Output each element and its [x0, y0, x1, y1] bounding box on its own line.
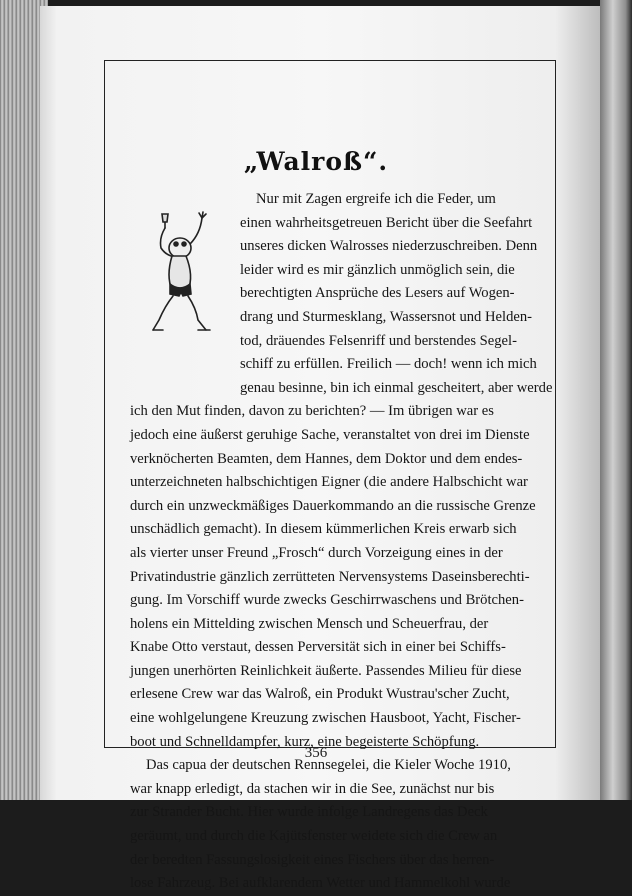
text-line: durch ein unzweckmäßiges Dauerkommando an die russische Grenze	[130, 497, 536, 514]
book-right-edge	[600, 0, 632, 800]
text-line: jedoch eine äußerst geruhige Sache, veranstaltet von drei im Dienste	[130, 426, 530, 443]
text-line: Nur mit Zagen ergreife ich die Feder, um	[256, 191, 496, 207]
text-line: leider wird es mir gänzlich unmöglich sein, die	[240, 261, 515, 278]
text-line: Privatindustrie gänzlich zerrütteten Nervensystems Daseinsberechti-	[130, 568, 530, 585]
text-line: unseres dicken Walrosses niederzuschreiben. Denn	[240, 238, 538, 255]
text-line: holens ein Mittelding zwischen Mensch und Scheuerfrau, der	[130, 615, 489, 632]
text-line: lose Fahrzeug. Bei aufklarendem Wetter und Hammelkohl wurde	[130, 875, 511, 892]
text-line: ich den Mut finden, davon zu berichten? — Im übrigen war es	[130, 403, 494, 420]
text-line: tod, dräuendes Felsenriff und berstendes Segel-	[240, 332, 517, 349]
text-line: unschädlich gemacht). In diesem kümmerlichen Kreis erwarb sich	[130, 521, 517, 538]
text-line: war knapp erledigt, da stachen wir in die See, zunächst nur bis	[130, 780, 495, 797]
text-line: schiff zu erfüllen. Freilich — doch! wenn ich mich	[240, 356, 537, 373]
text-line: zur Strander Bucht. Hier wurde infolge Landregens das Deck	[130, 804, 488, 821]
body-text	[130, 188, 553, 896]
text-line: geräumt, und durch die Kajütsfenster weidete sich die Crew an	[130, 828, 498, 845]
text-line: drang und Sturmesklang, Wassersnot und Helden-	[240, 308, 533, 325]
text-line: Das capua der deutschen Rennsegelei, die Kieler Woche 1910,	[146, 757, 511, 774]
text-line: als vierter unser Freund „Frosch“ durch Vorzeigung eines in der	[130, 544, 503, 561]
page-number: 356	[304, 745, 328, 761]
text-line: einen wahrheitsgetreuen Bericht über die Seefahrt	[240, 214, 533, 231]
text-line: boot und Schnelldampfer, kurz, eine begeisterte Schöpfung.	[130, 733, 480, 750]
text-line: gung. Im Vorschiff wurde zwecks Geschirrwaschens und Brötchen-	[130, 592, 524, 609]
text-line: erlesene Crew war das Walroß, ein Produkt Wustrau'scher Zucht,	[130, 686, 510, 703]
text-line: verknöcherten Beamten, dem Hannes, dem Doktor und dem endes-	[130, 450, 523, 467]
text-line: der beredten Fassungslosigkeit eines Fischers über das herren-	[130, 851, 495, 868]
text-line: eine wohlgelungene Kreuzung zwischen Hausboot, Yacht, Fischer-	[130, 710, 521, 727]
text-line: Knabe Otto verstaut, dessen Perversität sich in einer bei Schiffs-	[130, 639, 506, 656]
text-line: berechtigten Ansprüche des Lesers auf Wogen-	[240, 285, 515, 302]
page-title: „Walroß“.	[243, 147, 389, 176]
text-line: genau besinne, bin ich einmal gescheitert, aber werde	[240, 379, 553, 396]
text-line: jungen unerhörten Reinlichkeit äußerte. Passendes Milieu für diese	[130, 662, 522, 679]
text-line: unterzeichneten halbschichtigen Eigner (die andere Halbschicht war	[130, 474, 528, 491]
